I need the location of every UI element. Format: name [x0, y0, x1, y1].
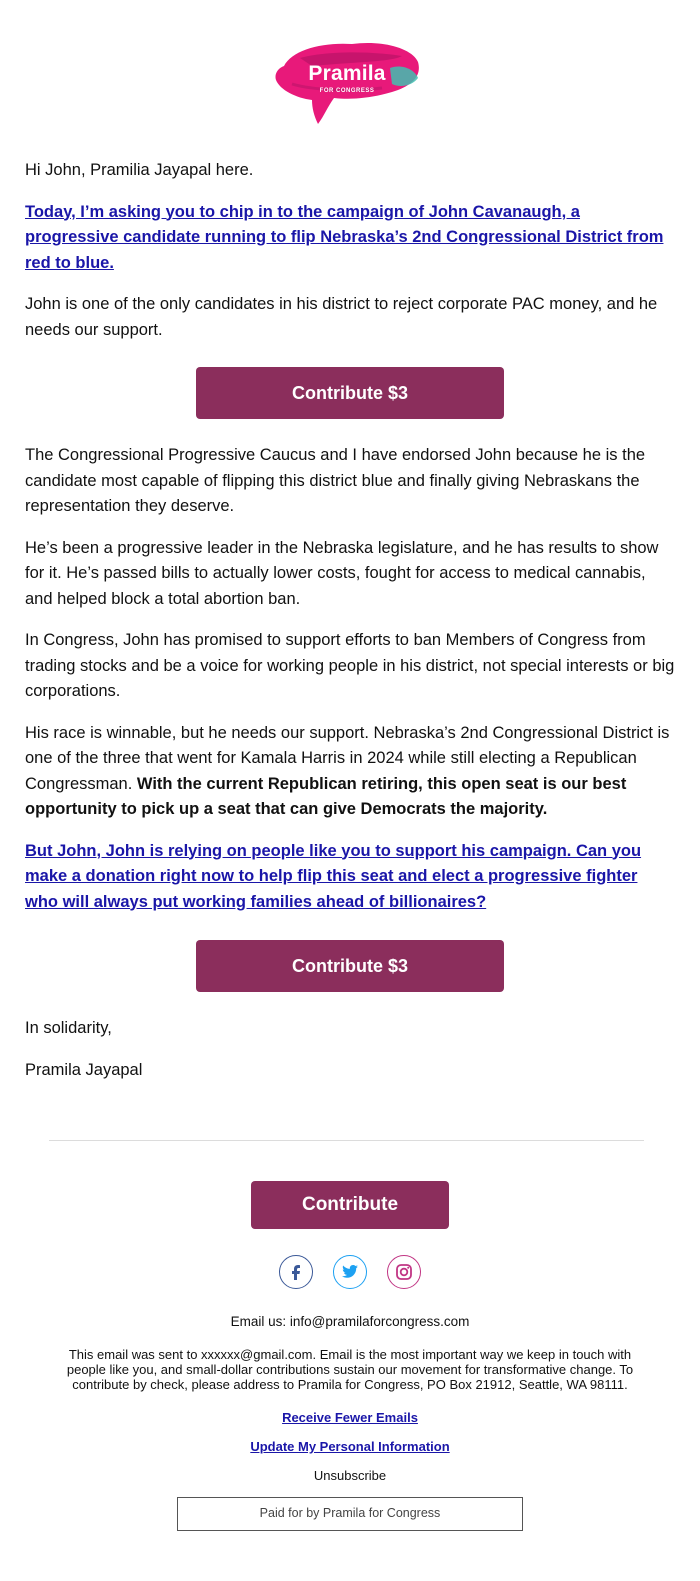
paid-for-disclaimer: Paid for by Pramila for Congress	[177, 1497, 523, 1531]
update-info-link[interactable]: Update My Personal Information	[250, 1439, 450, 1454]
footer-divider	[49, 1140, 644, 1141]
unsubscribe-link[interactable]: Unsubscribe	[313, 1468, 387, 1483]
twitter-icon[interactable]	[333, 1255, 367, 1289]
ask-donate-link[interactable]: But John, John is relying on people like you to support his campaign. Can you make a donation right now to help flip this seat and elect a progressive fighter who will always put working families ahead of billionaires?	[25, 841, 642, 911]
race-bold-text: With the current Republican retiring, this open seat is our best opportunity to pick up a seat that can give Democrats the majority.	[25, 774, 627, 818]
contribute-footer-button[interactable]: Contribute	[251, 1181, 449, 1229]
email-us-text: Email us: info@pramilaforcongress.com	[230, 1314, 470, 1329]
logo-name: Pramila	[308, 62, 386, 85]
receive-fewer-emails-link[interactable]: Receive Fewer Emails	[282, 1410, 418, 1425]
footer	[0, 1181, 700, 1531]
closing: In solidarity,	[25, 1019, 112, 1037]
facebook-icon[interactable]	[279, 1255, 313, 1289]
paragraph-endorsement: The Congressional Progressive Caucus and I have endorsed John because he is the candidate most capable of flipping this district blue and finally giving Nebraskans the representation they deserve.	[25, 446, 646, 515]
campaign-logo[interactable]	[272, 28, 422, 128]
paragraph-record: He’s been a progressive leader in the Nebraska legislature, and he has results to show for it. He’s passed bills to actually lower costs, fought for access to medical cannabis, and helped block a total abortion ban.	[25, 538, 659, 608]
header	[0, 0, 700, 150]
instagram-icon[interactable]	[387, 1255, 421, 1289]
paragraph-congress: In Congress, John has promised to support efforts to ban Members of Congress from trading stocks and be a voice for working people in his district, not special interests or big corporations.	[25, 631, 675, 700]
signature: Pramila Jayapal	[25, 1060, 143, 1079]
lead-donate-link[interactable]: Today, I’m asking you to chip in to the campaign of John Cavanaugh, a progressive candidate running to flip Nebraska’s 2nd Congressional District from red to blue.	[25, 202, 664, 272]
race-plain-text: His race is winnable, but he needs our support. Nebraska’s 2nd Congressional District is one of the three that went for Kamala Harris in 2024 while still electing a Republican Congressman.	[25, 723, 670, 793]
greeting: Hi John, Pramilia Jayapal here.	[25, 161, 254, 179]
email-body	[0, 158, 700, 1083]
contribute-3-button-top[interactable]: Contribute $3	[196, 367, 504, 419]
logo-tagline: FOR CONGRESS	[319, 88, 375, 94]
paragraph-race	[25, 721, 675, 823]
paragraph-pac: John is one of the only candidates in his district to reject corporate PAC money, and he needs our support.	[25, 295, 658, 339]
social-links	[0, 1255, 700, 1289]
contribute-3-button-bottom[interactable]: Contribute $3	[196, 940, 504, 992]
disclaimer-text: This email was sent to xxxxxx@gmail.com. Email is the most important way we keep in touch with people like you, and small-dollar contributions sustain our movement for transformative change. To contribute by check, please address to Pramila for Congress, PO Box 21912, Seattle, WA 98111.	[66, 1347, 634, 1392]
